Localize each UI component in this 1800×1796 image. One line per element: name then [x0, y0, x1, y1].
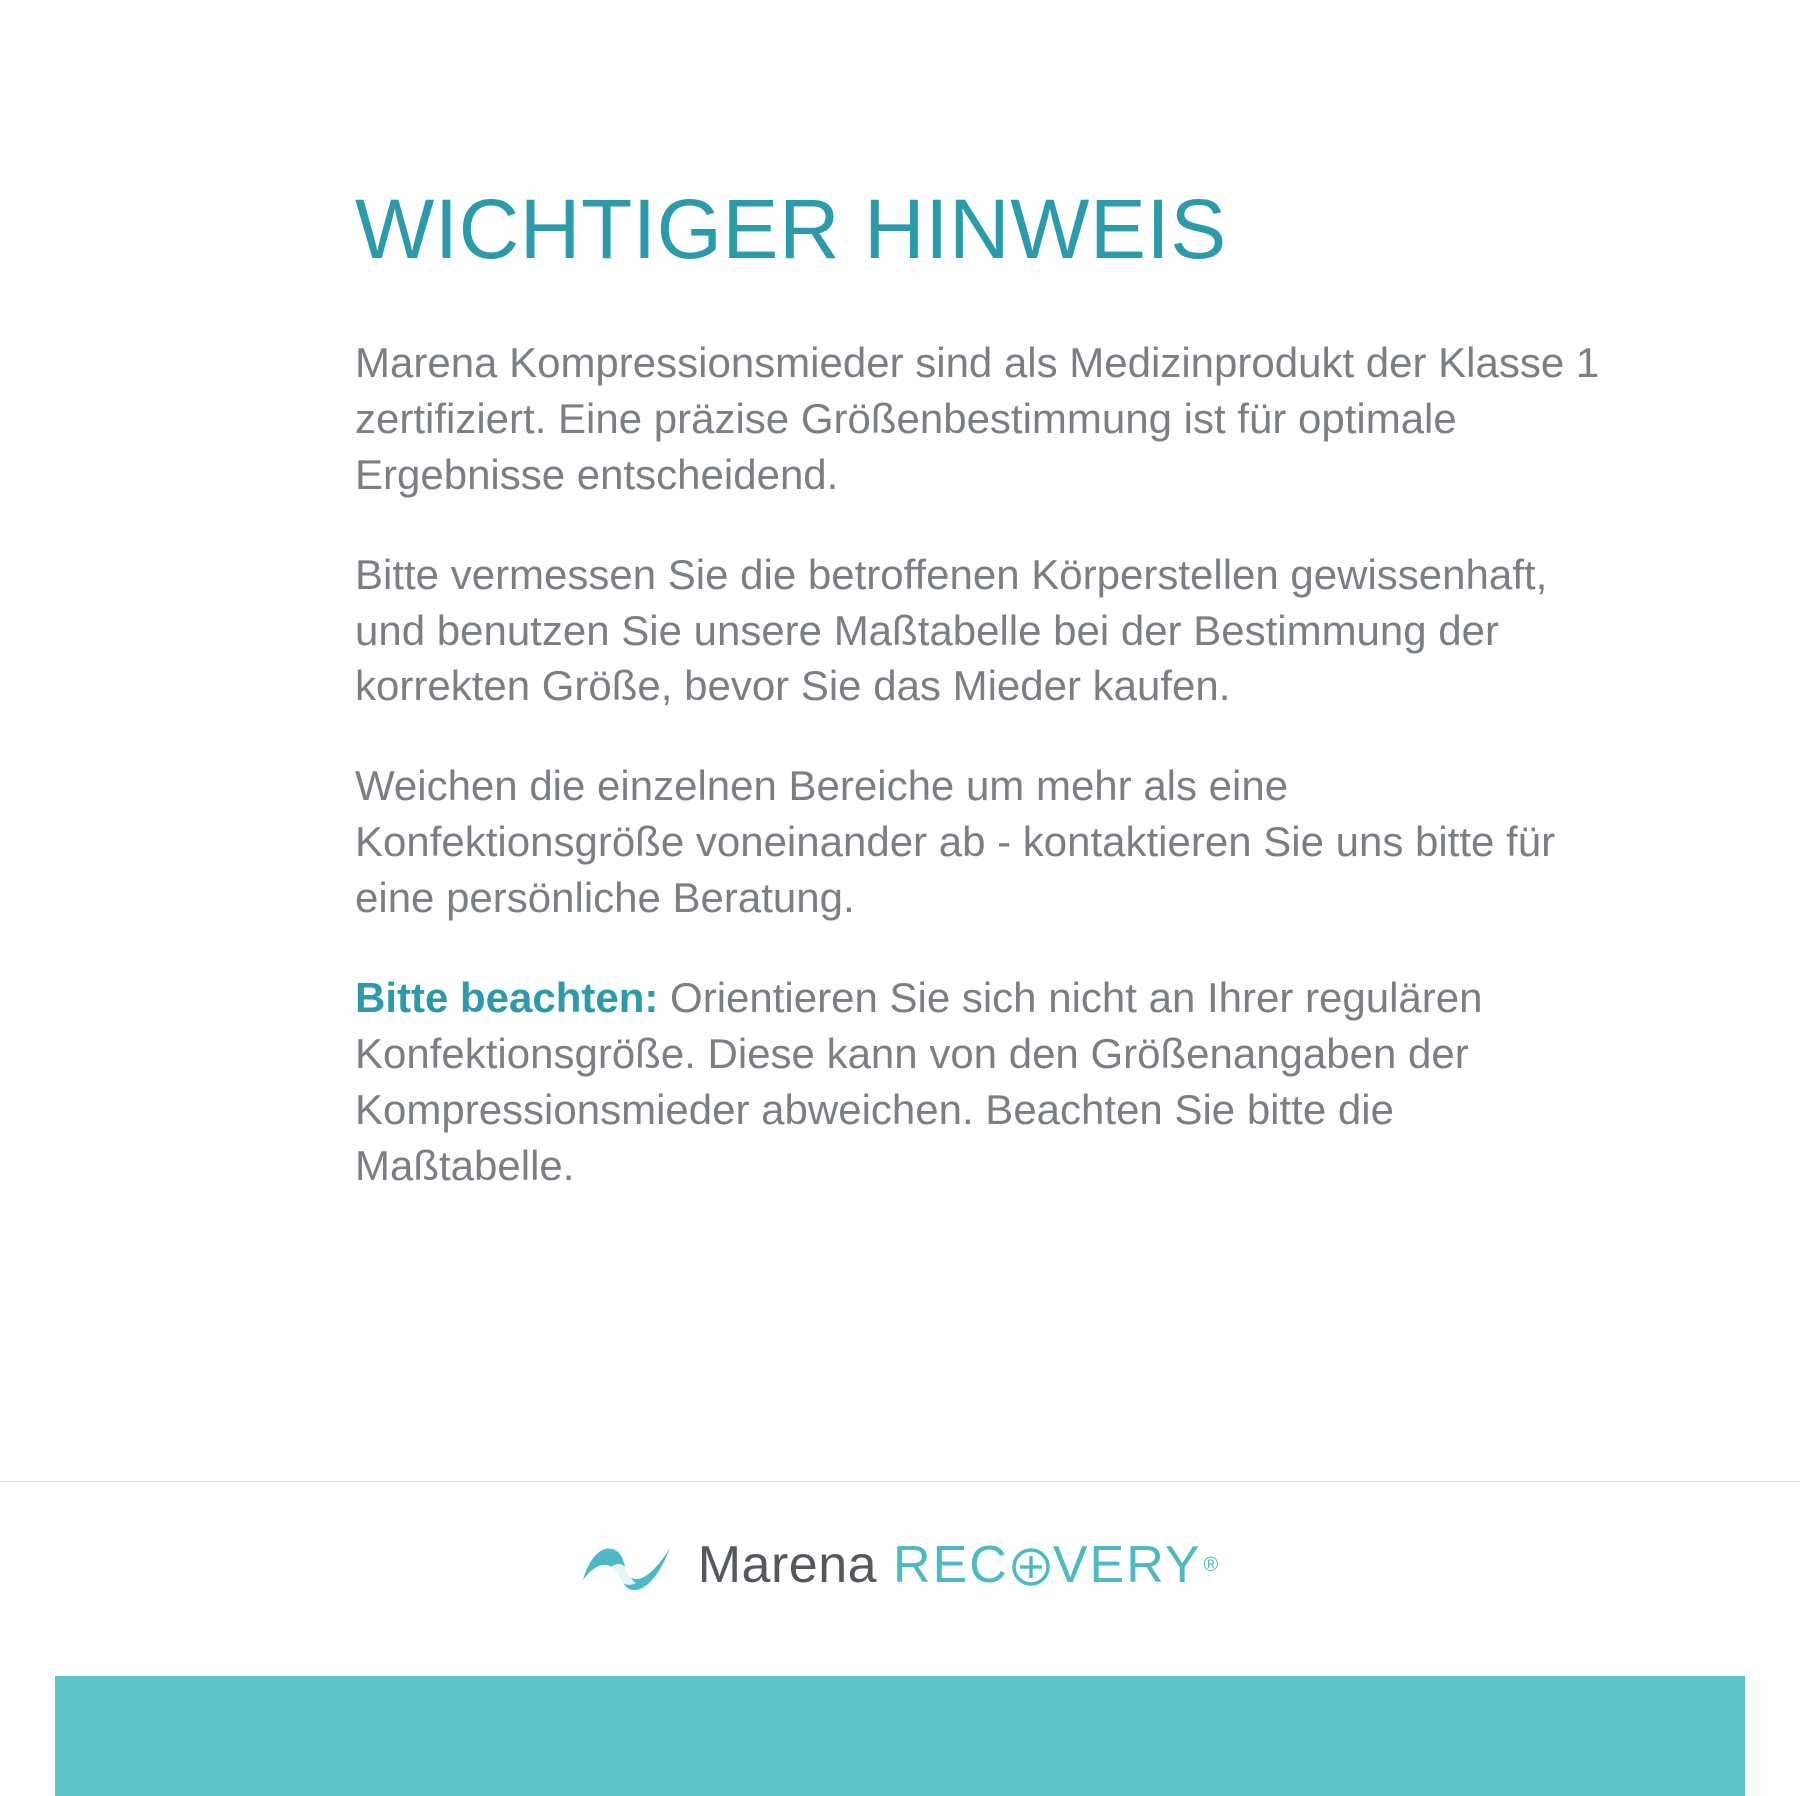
- logo-product-text: [893, 1535, 1220, 1595]
- plus-circle-icon: [1009, 1543, 1053, 1587]
- logo-brand-text: Marena: [697, 1536, 878, 1594]
- page-title: WICHTIGER HINWEIS: [355, 182, 1227, 276]
- logo-lockup: [580, 1534, 1221, 1596]
- note-body-text: Orientieren Sie sich nicht an Ihrer regulären Konfektionsgröße. Diese kann von den Größenangaben der Kompressionsmieder abweichen. Beachten Sie bitte die Maßtabelle.: [355, 973, 1483, 1189]
- registered-mark: ®: [1203, 1553, 1221, 1576]
- document-content: [355, 182, 1600, 1193]
- footer-accent-bar: [55, 1676, 1745, 1796]
- brand-logo: [0, 1510, 1800, 1620]
- paragraph-note: [355, 970, 1600, 1193]
- paragraph-1: Marena Kompressionsmieder sind als Medizinprodukt der Klasse 1 zertifiziert. Eine präzise Größenbestimmung ist für optimale Ergebnisse entscheidend.: [355, 339, 1600, 498]
- logo-product-post: VERY: [1052, 1536, 1202, 1594]
- paragraph-2: Bitte vermessen Sie die betroffenen Körperstellen gewissenhaft, und benutzen Sie unsere Maßtabelle bei der Bestimmung der korrekten Größe, bevor Sie das Mieder kaufen.: [355, 550, 1548, 710]
- logo-wordmark: [698, 1535, 1221, 1595]
- logo-product-pre: REC: [893, 1536, 1009, 1594]
- footer-divider: [0, 1481, 1800, 1482]
- paragraph-3: Weichen die einzelnen Bereiche um mehr als eine Konfektionsgröße voneinander ab - kontaktieren Sie uns bitte für eine persönliche Beratung.: [355, 762, 1556, 922]
- marena-swoosh-icon: [580, 1534, 676, 1596]
- note-lead-label: Bitte beachten:: [355, 973, 659, 1021]
